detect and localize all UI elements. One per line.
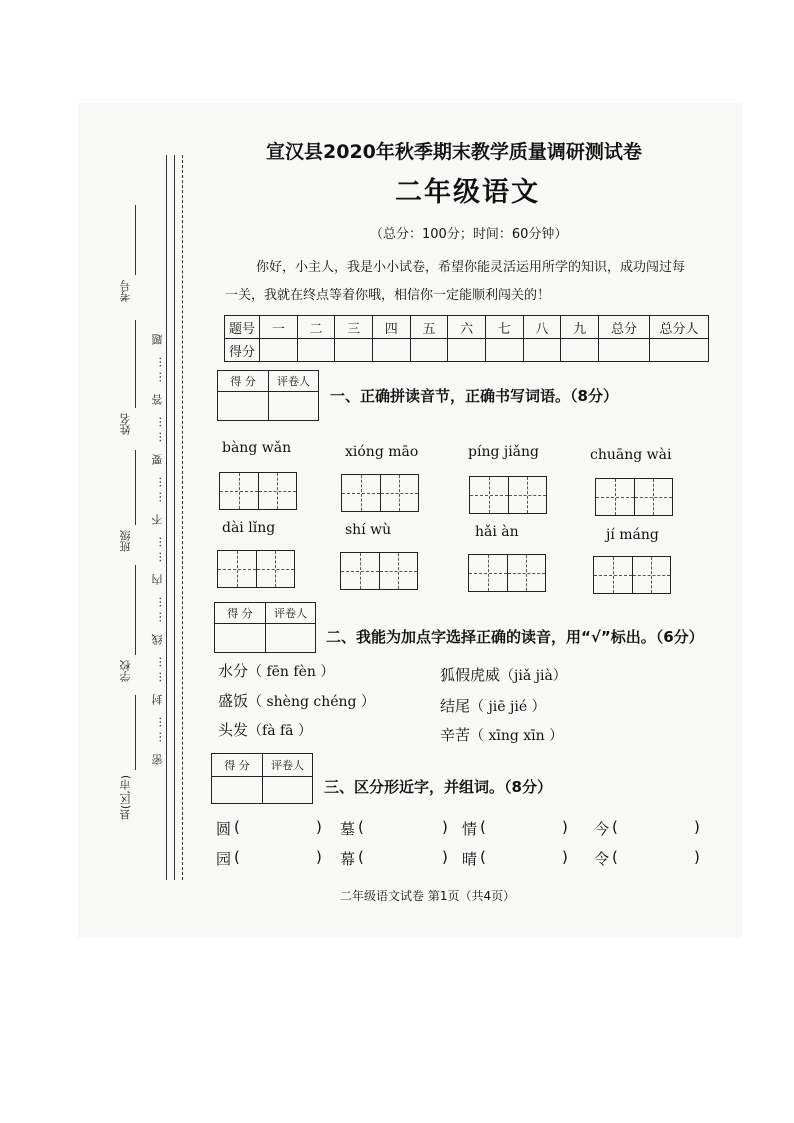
exam-subject: 二年级语文 — [395, 177, 540, 208]
score-cell[interactable] — [260, 339, 298, 362]
page-footer: 二年级语文试卷 第1页（共4页） — [340, 889, 516, 903]
paren-close: ) — [562, 818, 568, 836]
char-item: 今 — [594, 820, 610, 838]
score-header-cell: 三 — [335, 316, 373, 339]
reading-options[interactable]: （jiǎ jià） — [500, 668, 567, 684]
reading-item — [218, 719, 312, 740]
pinyin-item: xióng māo — [345, 444, 419, 460]
reading-word: 辛苦 — [440, 726, 471, 744]
grader-name-cell[interactable] — [266, 624, 316, 653]
reading-options[interactable]: （ shèng chéng ） — [248, 694, 375, 710]
field-name-label: 姓名 — [119, 413, 132, 435]
paren-open: ( — [234, 848, 240, 866]
writing-grid[interactable] — [468, 554, 546, 592]
score-header-cell: 九 — [561, 316, 599, 339]
score-cell[interactable] — [410, 339, 448, 362]
grader-name-cell[interactable] — [263, 777, 313, 804]
paren-close: ) — [442, 818, 448, 836]
grader-score-label: 得 分 — [218, 371, 269, 392]
score-cell[interactable] — [448, 339, 486, 362]
paren-close: ) — [316, 818, 322, 836]
score-header-cell: 二 — [297, 316, 335, 339]
section-3-title: 三、区分形近字，并组词。（8分） — [324, 778, 552, 796]
grader-box-3 — [211, 753, 313, 804]
score-header-cell: 题号 — [225, 316, 260, 339]
pinyin-item: hǎi àn — [475, 524, 519, 540]
char-item: 圆 — [216, 820, 232, 838]
score-header-cell: 一 — [260, 316, 298, 339]
writing-grid[interactable] — [469, 476, 547, 514]
paren-open: ( — [358, 818, 364, 836]
score-cell[interactable] — [297, 339, 335, 362]
score-cell[interactable] — [485, 339, 523, 362]
reading-word: 水分 — [218, 662, 249, 680]
intro-line-1: 你好，小主人，我是小小试卷，希望你能灵活运用所学的知识，成功闯过每 — [256, 260, 686, 275]
field-county-blank — [135, 695, 136, 770]
reading-word: 头发 — [218, 721, 249, 739]
paren-open: ( — [480, 818, 486, 836]
score-table-header-row — [225, 316, 709, 339]
pinyin-item: píng jiǎng — [468, 444, 540, 460]
paren-open: ( — [358, 848, 364, 866]
char-item: 幕 — [340, 850, 356, 868]
paren-close: ) — [316, 848, 322, 866]
pinyin-item: bàng wǎn — [222, 440, 292, 456]
char-item: 墓 — [340, 820, 356, 838]
reading-options[interactable]: （ jiē jié ） — [470, 699, 546, 715]
reading-options[interactable]: （fà fā ） — [248, 723, 312, 739]
score-header-cell: 八 — [523, 316, 561, 339]
score-cell[interactable] — [372, 339, 410, 362]
exam-title: 宣汉县2020年秋季期末教学质量调研测试卷 — [266, 141, 642, 163]
score-header-cell: 六 — [448, 316, 486, 339]
pinyin-item: dài lǐng — [222, 520, 276, 536]
writing-grid[interactable] — [593, 556, 671, 594]
grader-score-label: 得 分 — [215, 603, 266, 624]
field-class-label: 班级 — [119, 530, 132, 552]
writing-grid[interactable] — [340, 552, 418, 590]
field-school-label: 学校 — [119, 660, 132, 682]
binding-line-mid — [174, 155, 175, 880]
field-name-blank — [135, 320, 136, 408]
binding-line-outer — [166, 155, 167, 880]
grader-box-2 — [214, 602, 316, 653]
reading-item — [218, 660, 334, 681]
paren-close: ) — [442, 848, 448, 866]
pinyin-item: jí máng — [606, 527, 659, 543]
score-table — [224, 315, 709, 362]
reading-word: 狐假虎威 — [440, 666, 501, 684]
binding-line-dashed — [182, 155, 183, 880]
char-item: 晴 — [462, 850, 478, 868]
paren-close: ) — [694, 848, 700, 866]
score-cell[interactable] — [335, 339, 373, 362]
score-header-cell: 七 — [485, 316, 523, 339]
section-1-title: 一、正确拼读音节，正确书写词语。（8分） — [330, 387, 618, 405]
pinyin-item: shí wù — [345, 522, 392, 538]
field-exam-number-blank — [135, 205, 136, 275]
char-item: 令 — [594, 850, 610, 868]
writing-grid[interactable] — [595, 478, 673, 516]
score-cell[interactable] — [599, 339, 650, 362]
paren-open: ( — [612, 818, 618, 836]
reading-item — [440, 695, 546, 716]
reading-word: 结尾 — [440, 697, 471, 715]
pinyin-item: chuāng wài — [590, 447, 672, 463]
score-row-label: 得分 — [225, 339, 260, 362]
paren-close: ) — [694, 818, 700, 836]
grader-name-label: 评卷人 — [263, 754, 313, 777]
paren-open: ( — [234, 818, 240, 836]
field-school-blank — [135, 565, 136, 655]
reading-options[interactable]: （ fēn fèn ） — [248, 664, 335, 680]
reading-item — [218, 690, 375, 711]
writing-grid[interactable] — [217, 550, 295, 588]
grader-score-label: 得 分 — [212, 754, 263, 777]
intro-line-2: 一关，我就在终点等着你哦，相信你一定能顺利闯关的！ — [225, 288, 551, 303]
reading-options[interactable]: （ xīng xīn ） — [470, 728, 564, 744]
score-cell[interactable] — [561, 339, 599, 362]
field-class-blank — [135, 450, 136, 525]
score-header-cell: 总分人 — [650, 316, 709, 339]
paren-open: ( — [612, 848, 618, 866]
reading-word: 盛饭 — [218, 692, 249, 710]
score-table-score-row — [225, 339, 709, 362]
score-header-cell: 总分 — [599, 316, 650, 339]
reading-item — [440, 724, 563, 745]
score-cell[interactable] — [523, 339, 561, 362]
paren-close: ) — [562, 848, 568, 866]
seal-notice: 密 …… 封 …… 线 …… 内 …… 不 …… 要 …… 答 …… 题 — [151, 330, 164, 765]
char-item: 园 — [216, 850, 232, 868]
grader-box-1 — [217, 370, 319, 421]
field-exam-number-label: 考号 — [119, 280, 132, 302]
reading-item — [440, 664, 567, 685]
section-2-title: 二、我能为加点字选择正确的读音，用“√”标出。（6分） — [326, 628, 704, 646]
grader-score-cell[interactable] — [215, 624, 266, 653]
grader-score-cell[interactable] — [218, 392, 269, 421]
paren-open: ( — [480, 848, 486, 866]
score-cell[interactable] — [650, 339, 709, 362]
grader-name-label: 评卷人 — [269, 371, 319, 392]
score-header-cell: 四 — [372, 316, 410, 339]
writing-grid[interactable] — [219, 472, 297, 510]
char-item: 情 — [462, 820, 478, 838]
exam-meta: （总分：100分；时间：60分钟） — [370, 227, 568, 242]
grader-name-label: 评卷人 — [266, 603, 316, 624]
grader-score-cell[interactable] — [212, 777, 263, 804]
writing-grid[interactable] — [341, 474, 419, 512]
grader-name-cell[interactable] — [269, 392, 319, 421]
field-county-label: 县(区,市) — [119, 775, 132, 821]
score-header-cell: 五 — [410, 316, 448, 339]
